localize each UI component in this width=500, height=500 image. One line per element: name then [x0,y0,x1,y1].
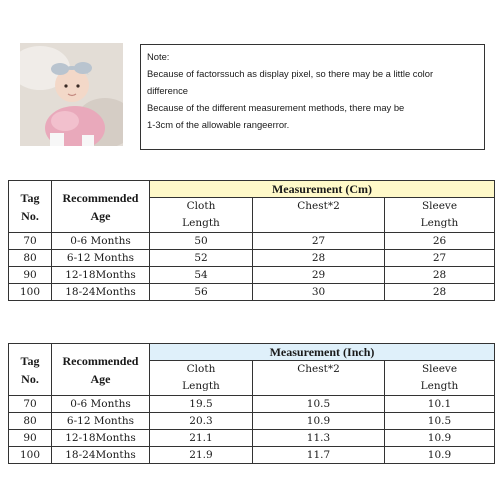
cell-sleeve-length: 26 [385,233,495,250]
header-cloth-length [150,361,253,396]
cell-cloth-length: 21.9 [150,447,253,464]
cell-chest: 29 [253,267,385,284]
note-line: 1-3cm of the allowable rangeerror. [147,119,290,130]
cell-age: 0-6 Months [52,233,150,250]
note-line: difference [147,85,189,96]
cell-tag: 90 [9,267,52,284]
header-chest-line1: Chest*2 [297,200,340,212]
cell-chest: 10.9 [253,413,385,430]
cell-sleeve-length: 28 [385,284,495,301]
cell-age: 0-6 Months [52,396,150,413]
cell-age: 6-12 Months [52,250,150,267]
header-measurement: Measurement (Inch) [150,344,495,361]
size-table-inch [8,343,495,464]
header-chest [253,361,385,396]
cell-chest: 27 [253,233,385,250]
cell-cloth-length: 20.3 [150,413,253,430]
header-tag-line1: Tag [20,190,40,205]
note-line: Because of the different measurement methods, there may be [147,102,405,113]
header-age-line1: Recommended [62,190,139,205]
table-row [9,284,495,301]
baby-photo [20,43,123,146]
header-tag-line1: Tag [20,353,40,368]
cell-cloth-length: 56 [150,284,253,301]
table-row [9,413,495,430]
cell-age: 12-18Months [52,430,150,447]
cell-tag: 90 [9,430,52,447]
header-sleeve-length-line2: Length [420,380,459,392]
header-sleeve-length [385,198,495,233]
cell-age: 18-24Months [52,284,150,301]
cell-tag: 80 [9,413,52,430]
header-measurement: Measurement (Cm) [150,181,495,198]
cell-sleeve-length: 10.9 [385,430,495,447]
header-cloth-length-line2: Length [182,217,220,229]
cell-age: 12-18Months [52,267,150,284]
size-table-cm [8,180,495,301]
cell-cloth-length: 50 [150,233,253,250]
header-sleeve-length-line2: Length [420,217,459,229]
table-row [9,267,495,284]
cell-sleeve-length: 10.1 [385,396,495,413]
cell-chest: 11.7 [253,447,385,464]
header-cloth-length-line1: Cloth [186,200,216,212]
baby-photo-illustration [20,43,123,146]
header-age [52,181,150,233]
header-chest-line1: Chest*2 [297,363,340,375]
cell-chest: 30 [253,284,385,301]
header-tag [9,344,52,396]
cell-sleeve-length: 28 [385,267,495,284]
cell-sleeve-length: 10.5 [385,413,495,430]
cell-chest: 11.3 [253,430,385,447]
header-age-line1: Recommended [62,353,139,368]
header-sleeve-length-line1: Sleeve [421,200,458,212]
header-chest [253,198,385,233]
cell-cloth-length: 19.5 [150,396,253,413]
header-age [52,344,150,396]
header-cloth-length-line1: Cloth [186,363,216,375]
header-age-line2: Age [90,208,111,223]
table-row [9,447,495,464]
cell-tag: 100 [9,447,52,464]
table-row [9,430,495,447]
header-tag-line2: No. [21,208,39,223]
table-row [9,233,495,250]
header-cloth-length-line2: Length [182,380,220,392]
table-row [9,396,495,413]
cell-age: 6-12 Months [52,413,150,430]
cell-age: 18-24Months [52,447,150,464]
cell-cloth-length: 54 [150,267,253,284]
table-row [9,250,495,267]
header-tag-line2: No. [21,371,39,386]
cell-sleeve-length: 27 [385,250,495,267]
cell-sleeve-length: 10.9 [385,447,495,464]
header-age-line2: Age [90,371,111,386]
cell-cloth-length: 52 [150,250,253,267]
cell-tag: 70 [9,396,52,413]
cell-tag: 100 [9,284,52,301]
cell-chest: 10.5 [253,396,385,413]
note-box [140,44,485,150]
header-cloth-length [150,198,253,233]
cell-chest: 28 [253,250,385,267]
cell-tag: 80 [9,250,52,267]
header-tag [9,181,52,233]
note-title: Note: [147,51,170,62]
cell-cloth-length: 21.1 [150,430,253,447]
header-sleeve-length [385,361,495,396]
note-line: Because of factorssuch as display pixel, so there may be a little color [147,68,434,79]
cell-tag: 70 [9,233,52,250]
header-sleeve-length-line1: Sleeve [421,363,458,375]
